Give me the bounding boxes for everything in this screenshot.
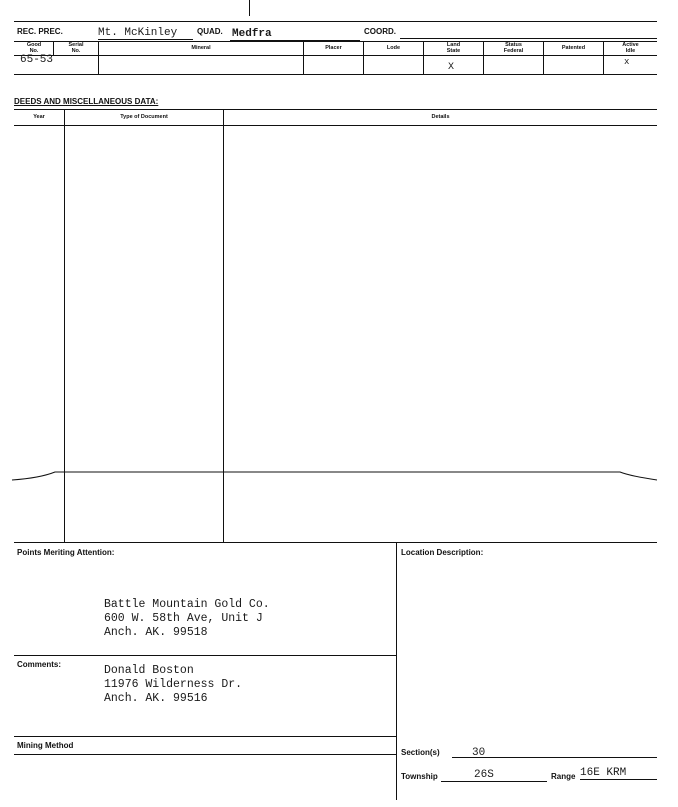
comments-rule	[14, 655, 396, 656]
rec-prec-label: REC. PREC.	[17, 27, 63, 36]
sections-label: Section(s)	[401, 748, 440, 757]
lower-top-rule	[14, 542, 657, 543]
deeds-title: DEEDS AND MISCELLANEOUS DATA:	[14, 97, 159, 106]
top-rule	[14, 21, 657, 22]
col-header-bottom	[14, 55, 657, 56]
page-fold-line	[0, 462, 678, 492]
range-label: Range	[551, 772, 576, 781]
deeds-col-year: Year	[33, 114, 45, 120]
col-land-state: Land State	[446, 42, 461, 54]
deeds-col-details: Details	[431, 114, 450, 120]
points-line: Anch. AK. 99518	[104, 626, 208, 639]
comments-label: Comments:	[17, 660, 62, 669]
rec-prec-underline	[98, 39, 193, 40]
mining-rule	[14, 736, 396, 737]
mining-method-label: Mining Method	[17, 741, 74, 750]
col-active-idle: Active Idle	[622, 42, 639, 54]
location-label: Location Description:	[401, 548, 484, 557]
record-row-bottom	[14, 74, 657, 75]
deeds-col-type: Type of Document	[120, 114, 168, 120]
quad-label: QUAD.	[197, 27, 223, 36]
range-underline	[580, 779, 657, 780]
sections-value: 30	[472, 747, 486, 759]
points-line: Battle Mountain Gold Co.	[104, 598, 270, 611]
col-patented: Patented	[561, 45, 586, 51]
range-value: 16E KRM	[580, 767, 627, 779]
comments-line: Donald Boston	[104, 664, 194, 677]
sections-underline	[452, 757, 657, 758]
comments-address	[104, 664, 242, 706]
col-placer: Placer	[325, 45, 342, 51]
deeds-header-rule	[14, 125, 657, 126]
lower-center-div	[396, 542, 397, 800]
col-serial-no: Serial No.	[68, 42, 84, 54]
comments-line: 11976 Wilderness Dr.	[104, 678, 243, 691]
points-address	[104, 598, 270, 640]
col-header-top	[14, 41, 657, 42]
points-label: Points Meriting Attention:	[17, 548, 115, 557]
deeds-top-rule	[14, 109, 657, 110]
township-label: Township	[401, 772, 438, 781]
col-good-no: Good No.	[26, 42, 42, 54]
township-value: 26S	[474, 769, 494, 781]
active-mark: x	[624, 57, 630, 67]
coord-underline	[400, 38, 657, 39]
rec-prec-value: Mt. McKinley	[98, 27, 178, 39]
col-status-federal: Status Federal	[503, 42, 524, 54]
quad-value: Medfra	[232, 28, 272, 40]
township-underline	[441, 781, 547, 782]
points-line: 600 W. 58th Ave, Unit J	[104, 612, 263, 625]
coord-label: COORD.	[364, 27, 396, 36]
top-tick	[249, 0, 250, 16]
good-no-value: 65-53	[20, 54, 54, 66]
col-mineral: Mineral	[191, 45, 211, 51]
col-lode: Lode	[386, 45, 401, 51]
mining-underline	[14, 754, 396, 755]
land-state-mark: X	[448, 62, 455, 73]
comments-line: Anch. AK. 99516	[104, 692, 208, 705]
